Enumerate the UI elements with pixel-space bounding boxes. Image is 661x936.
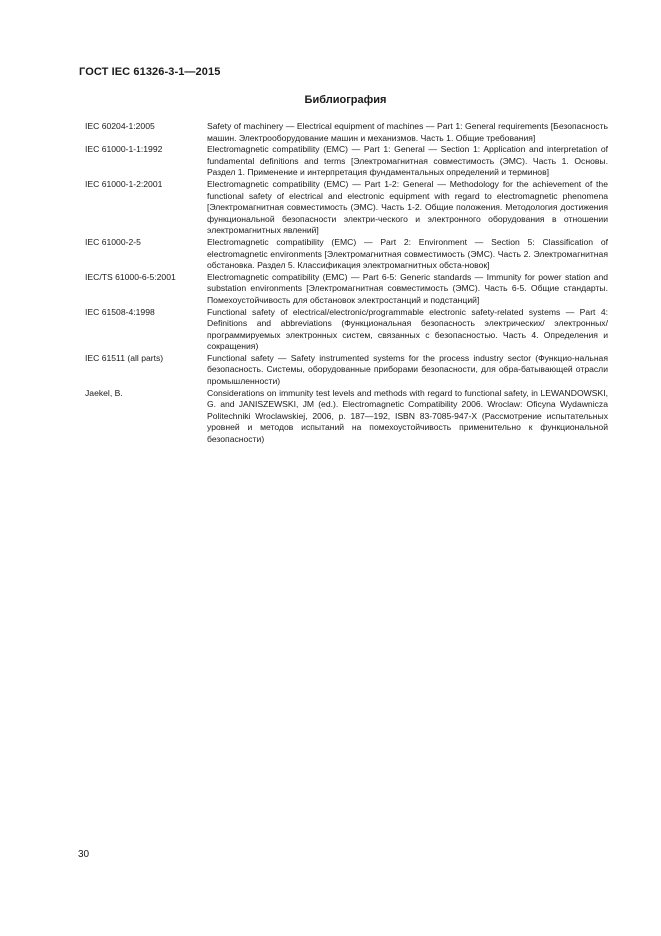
bibliography-entry [85, 388, 608, 446]
bibliography-title: Библиография [304, 94, 387, 106]
entry-reference: Jaekel, B. [85, 387, 123, 398]
bibliography-entry [85, 179, 608, 237]
entry-description: Functional safety of electrical/electronic/programmable electronic safety-related systems — Part 4: Definitions and abbreviations (Функциональная безопасность электрических/ электронных/программируемых электронных систем, связанных с безопасностью. Часть 4. Определения и сокращения) [207, 306, 608, 352]
bibliography-list [85, 121, 608, 446]
document-code-header: ГОСТ IEC 61326-3-1—2015 [79, 66, 221, 78]
entry-reference: IEC 60204-1:2005 [85, 121, 155, 131]
entry-description: Electromagnetic compatibility (EMC) — Part 1-2: General — Methodology for the achievement of the functional safety of electrical and electronic equipment with regard to electromagnetic phenomena [Электромагнитная совместимость (ЭМС). Часть 1-2. Общие положения. Методология достижения функциональной безопасности электри-ческого и электронного оборудования в отношении электромагнитных явлений] [207, 178, 608, 236]
bibliography-entry [85, 121, 608, 144]
entry-description: Electromagnetic compatibility (EMC) — Part 6-5: Generic standards — Immunity for power station and substation environments [Электромагнитная совместимость (ЭМС). Часть 6-5. Общие стандарты. Помехоустойчивость для обстановок электростанций и подстанций] [207, 271, 608, 305]
bibliography-entry [85, 237, 608, 272]
page-number: 30 [78, 849, 90, 860]
entry-reference: IEC 61508-4:1998 [85, 306, 155, 317]
entry-reference: IEC 61000-1-1:1992 [85, 144, 163, 155]
entry-description: Safety of machinery — Electrical equipment of machines — Part 1: General requirements [Безопасность машин. Электрооборудование машин и механизмов. Часть 1. Общие требования] [207, 121, 608, 143]
entry-reference: IEC 61511 (all parts) [85, 352, 164, 363]
bibliography-entry [85, 272, 608, 307]
entry-reference: IEC 61000-1-2:2001 [85, 178, 163, 189]
entry-reference: IEC 61000-2-5 [85, 236, 141, 247]
entry-description: Functional safety — Safety instrumented systems for the process industry sector (Функцио-нальная безопасность. Системы, оборудованные приборами безопасности, для обра-батывающей отрасли промышленности) [207, 352, 608, 387]
entry-description: Considerations on immunity test levels and methods with regard to functional safety, in LEWANDOWSKI, G. and JANISZEWSKI, JM (ed.). Electromagnetic Compatibility 2006. Wroclaw: Oficyna Wydawnicza Politechniki Wroclawskiej, 2006, p. 187—192, ISBN 83-7085-947-X (Рассмотрение испытательных уровней и методов испытаний на помехоустойчивость применительно к функциональной безопасности) [207, 387, 608, 445]
bibliography-entry [85, 353, 608, 388]
entry-description: Electromagnetic compatibility (EMC) — Part 1: General — Section 1: Application and interpretation of fundamental definitions and terms [Электромагнитная совместимость (ЭМС). Часть 1. Основы. Раздел 1. Применение и интерпретация фундаментальных определений и терминов] [207, 144, 608, 178]
bibliography-entry [85, 307, 608, 353]
bibliography-entry [85, 144, 608, 179]
entry-reference: IEC/TS 61000-6-5:2001 [85, 271, 176, 282]
entry-description: Electromagnetic compatibility (EMC) — Part 2: Environment — Section 5: Classification of electromagnetic environments [Электромагнитная совместимость (ЭМС). Часть 2. Электромагнитная обстановка. Раздел 5. Классификация электромагнитных обста-новок] [207, 236, 608, 271]
